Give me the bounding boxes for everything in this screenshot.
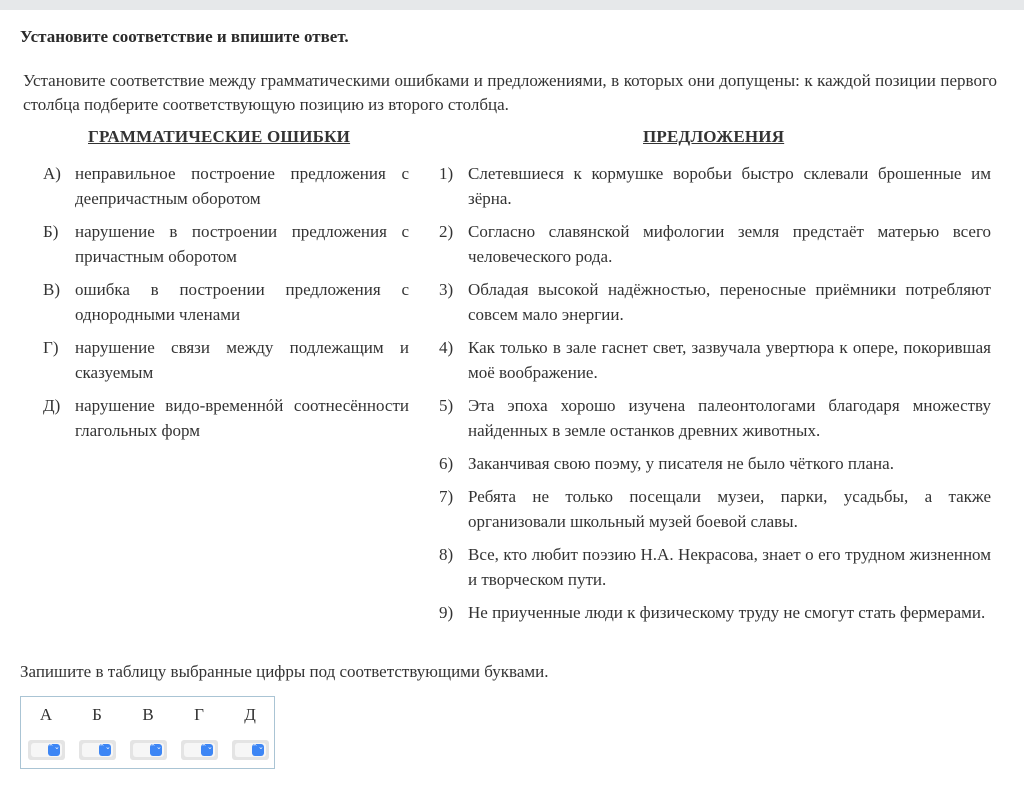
item-text: Эта эпоха хорошо изучена палеонтологами благодаря множеству найденных в земле останков древних животных. [468, 396, 991, 440]
select-arrows-icon: ⌃⌄ [99, 744, 111, 756]
item-key: Б) [43, 222, 59, 241]
item-key: 9) [439, 603, 454, 622]
top-bar [0, 0, 1024, 10]
sentence-item-2 [439, 219, 991, 269]
sentences-column-heading: ПРЕДЛОЖЕНИЯ [643, 127, 785, 146]
item-key: 1) [439, 164, 454, 183]
errors-list [43, 161, 409, 451]
error-item-v [43, 277, 409, 327]
answer-header-b: Б [92, 705, 102, 724]
select-arrows-icon: ⌃⌄ [252, 744, 264, 756]
item-text: нарушение видо-временнóй соотнесённости глагольных форм [75, 396, 409, 440]
error-item-g [43, 335, 409, 385]
item-text: Согласно славянской мифологии земля предстаёт матерью всего человеческого рода. [468, 222, 991, 266]
select-arrows-icon: ⌃⌄ [201, 744, 213, 756]
answer-select-v[interactable] [130, 740, 167, 760]
item-key: 6) [439, 454, 454, 473]
item-key: А) [43, 164, 61, 183]
sentence-item-5 [439, 393, 991, 443]
item-text: Слетевшиеся к кормушке воробьи быстро склевали брошенные им зёрна. [468, 164, 991, 208]
sentence-item-8 [439, 542, 991, 592]
item-text: Ребята не только посещали музеи, парки, усадьбы, а также организовали школьный музей боевой славы. [468, 487, 991, 531]
item-key: 8) [439, 545, 454, 564]
answer-select-b[interactable] [79, 740, 116, 760]
item-text: Обладая высокой надёжностью, переносные приёмники потребляют совсем мало энергии. [468, 280, 991, 324]
task-title: Установите соответствие и впишите ответ. [20, 27, 349, 46]
select-arrows-icon: ⌃⌄ [150, 744, 162, 756]
item-key: 7) [439, 487, 454, 506]
sentence-item-9 [439, 600, 991, 625]
answer-instruction: Запишите в таблицу выбранные цифры под соответствующими буквами. [20, 662, 549, 681]
item-text: ошибка в построении предложения с однородными членами [75, 280, 409, 324]
item-text: нарушение в построении предложения с причастным оборотом [75, 222, 409, 266]
item-key: 3) [439, 280, 454, 299]
answer-header-g: Г [194, 705, 204, 724]
answer-header-d: Д [244, 705, 256, 724]
item-text: нарушение связи между подлежащим и сказуемым [75, 338, 409, 382]
error-item-a [43, 161, 409, 211]
error-item-d [43, 393, 409, 443]
sentence-item-3 [439, 277, 991, 327]
answer-select-d[interactable] [232, 740, 269, 760]
item-key: Г) [43, 338, 59, 357]
item-text: Все, кто любит поэзию Н.А. Некрасова, знает о его трудном жизненном и творческом пути. [468, 545, 991, 589]
sentence-item-4 [439, 335, 991, 385]
task-intro: Установите соответствие между грамматическими ошибками и предложениями, в которых они допущены: к каждой позиции первого столбца подберите соответствующую позицию из второго столбца. [23, 71, 997, 114]
item-key: 4) [439, 338, 454, 357]
item-text: неправильное построение предложения с деепричастным оборотом [75, 164, 409, 208]
item-key: 5) [439, 396, 454, 415]
answer-select-g[interactable] [181, 740, 218, 760]
item-key: В) [43, 280, 60, 299]
sentence-item-7 [439, 484, 991, 534]
sentences-list [439, 161, 991, 633]
sentence-item-6 [439, 451, 991, 476]
answer-header-a: А [39, 705, 53, 724]
answer-table [20, 696, 275, 769]
item-text: Заканчивая свою поэму, у писателя не было чёткого плана. [468, 454, 894, 473]
item-text: Как только в зале гаснет свет, зазвучала увертюра к опере, покорившая моё воображение. [468, 338, 991, 382]
answer-header-v: В [142, 705, 154, 724]
item-key: Д) [43, 396, 61, 415]
error-item-b [43, 219, 409, 269]
answer-select-a[interactable] [28, 740, 65, 760]
errors-column-heading: ГРАММАТИЧЕСКИЕ ОШИБКИ [88, 127, 351, 146]
item-text: Не приученные люди к физическому труду не смогут стать фермерами. [468, 603, 986, 622]
sentence-item-1 [439, 161, 991, 211]
item-key: 2) [439, 222, 454, 241]
select-arrows-icon: ⌃⌄ [48, 744, 60, 756]
